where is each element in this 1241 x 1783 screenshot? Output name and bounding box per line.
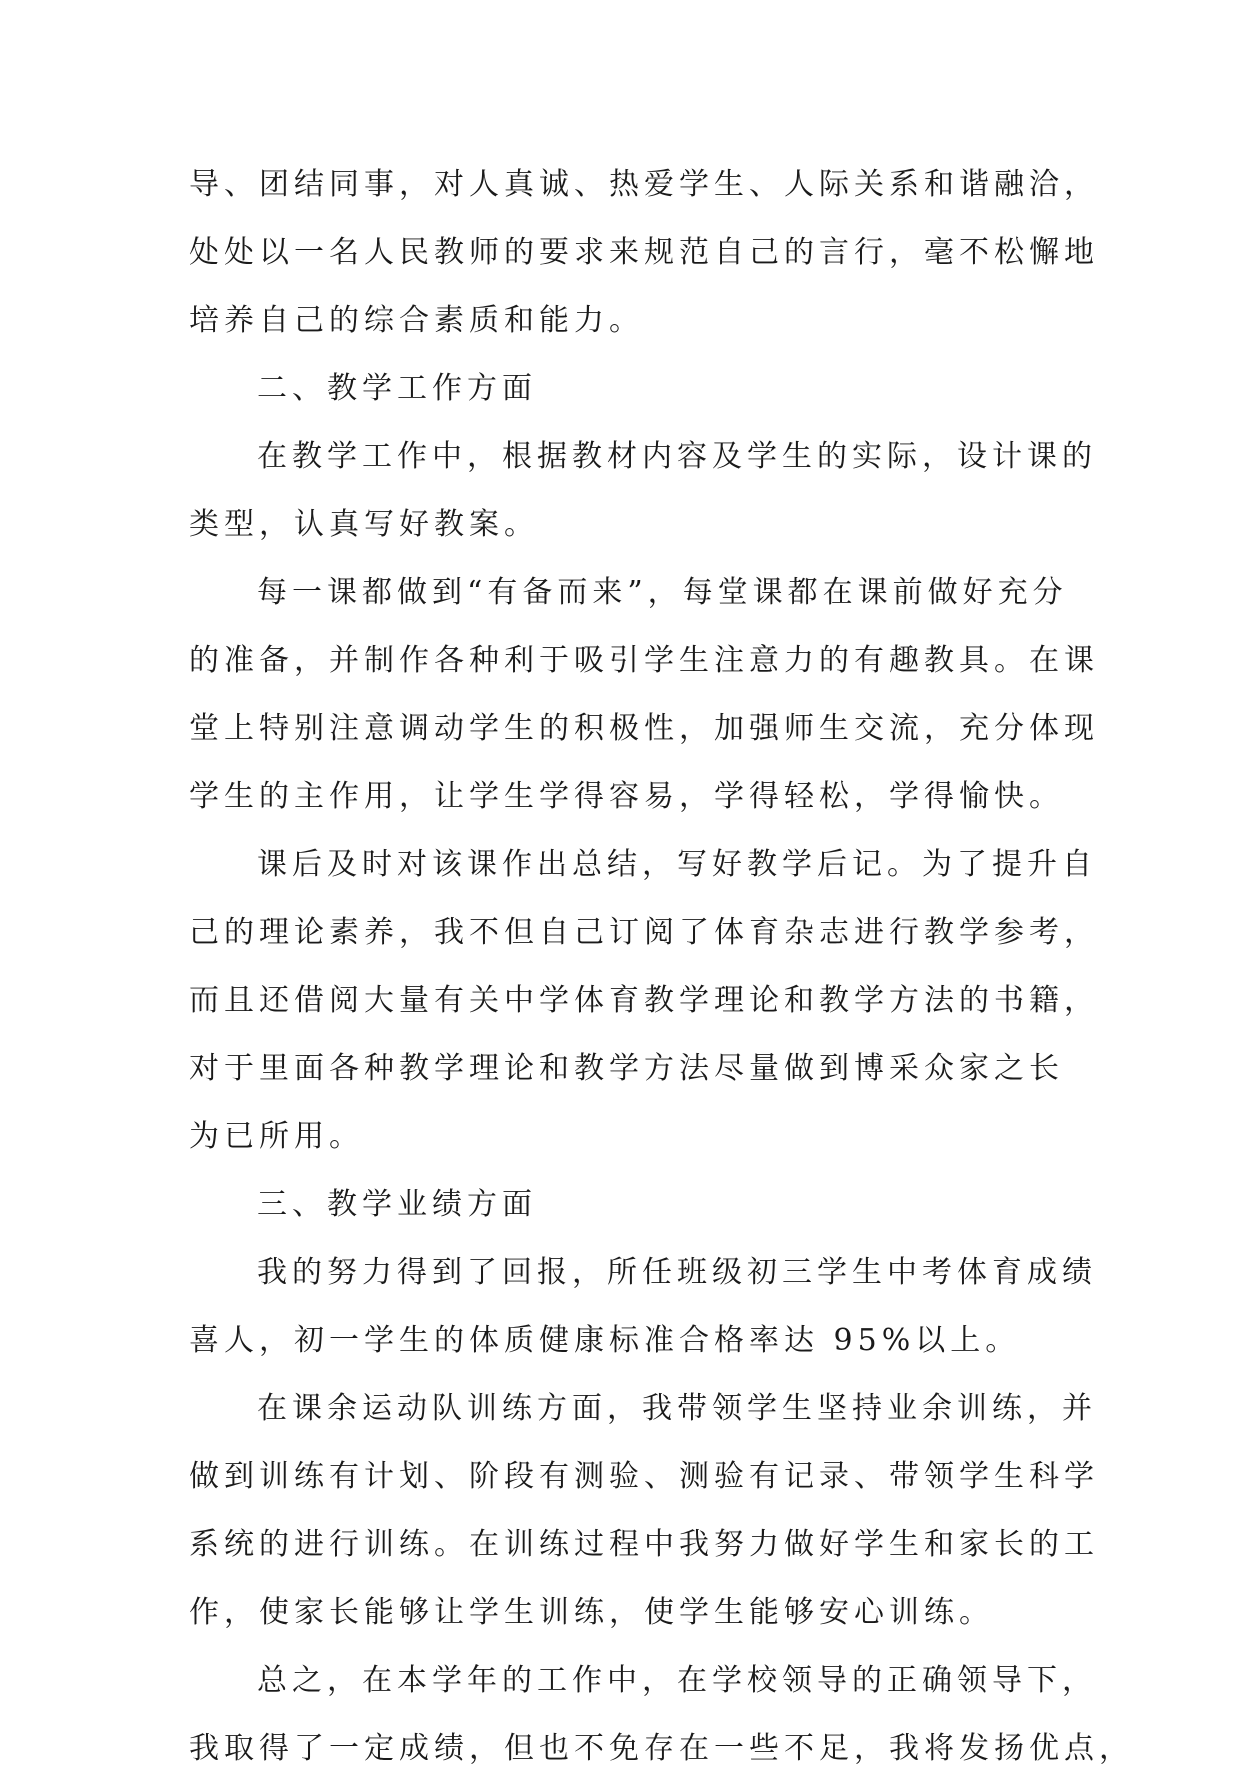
text-line: 堂上特别注意调动学生的积极性，加强师生交流，充分体现	[189, 711, 1099, 746]
text-line: 在课余运动队训练方面，我带领学生坚持业余训练，并	[257, 1391, 1097, 1426]
text-line: 的准备，并制作各种利于吸引学生注意力的有趣教具。在课	[189, 643, 1099, 678]
text-line: 培养自己的综合素质和能力。	[189, 303, 644, 338]
text-line: 我取得了一定成绩，但也不免存在一些不足，我将发扬优点，	[189, 1731, 1134, 1766]
section-heading: 三、教学业绩方面	[257, 1187, 537, 1222]
text-line: 每一课都做到“有备而来”，每堂课都在课前做好充分	[257, 575, 1068, 610]
text-line: 己的理论素养，我不但自己订阅了体育杂志进行教学参考，	[189, 915, 1099, 950]
text-line: 而且还借阅大量有关中学体育教学理论和教学方法的书籍，	[189, 983, 1099, 1018]
document-body	[189, 151, 1134, 1783]
text-line: 学生的主作用，让学生学得容易，学得轻松，学得愉快。	[189, 779, 1064, 814]
text-line: 系统的进行训练。在训练过程中我努力做好学生和家长的工	[189, 1527, 1099, 1562]
text-line: 为已所用。	[189, 1119, 364, 1154]
text-line: 总之，在本学年的工作中，在学校领导的正确领导下，	[257, 1663, 1097, 1698]
text-line: 我的努力得到了回报，所任班级初三学生中考体育成绩	[257, 1255, 1097, 1290]
text-line: 类型，认真写好教案。	[189, 507, 539, 542]
text-line: 对于里面各种教学理论和教学方法尽量做到博采众家之长	[189, 1051, 1064, 1086]
section-heading: 二、教学工作方面	[257, 371, 537, 406]
text-line: 导、团结同事，对人真诚、热爱学生、人际关系和谐融洽，	[189, 167, 1099, 202]
text-line: 课后及时对该课作出总结，写好教学后记。为了提升自	[257, 847, 1097, 882]
text-line: 作，使家长能够让学生训练，使学生能够安心训练。	[189, 1595, 994, 1630]
text-line: 处处以一名人民教师的要求来规范自己的言行，毫不松懈地	[189, 235, 1099, 270]
text-line: 做到训练有计划、阶段有测验、测验有记录、带领学生科学	[189, 1459, 1099, 1494]
text-line: 在教学工作中，根据教材内容及学生的实际，设计课的	[257, 439, 1097, 474]
text-line: 喜人，初一学生的体质健康标准合格率达 95%以上。	[189, 1323, 1021, 1358]
